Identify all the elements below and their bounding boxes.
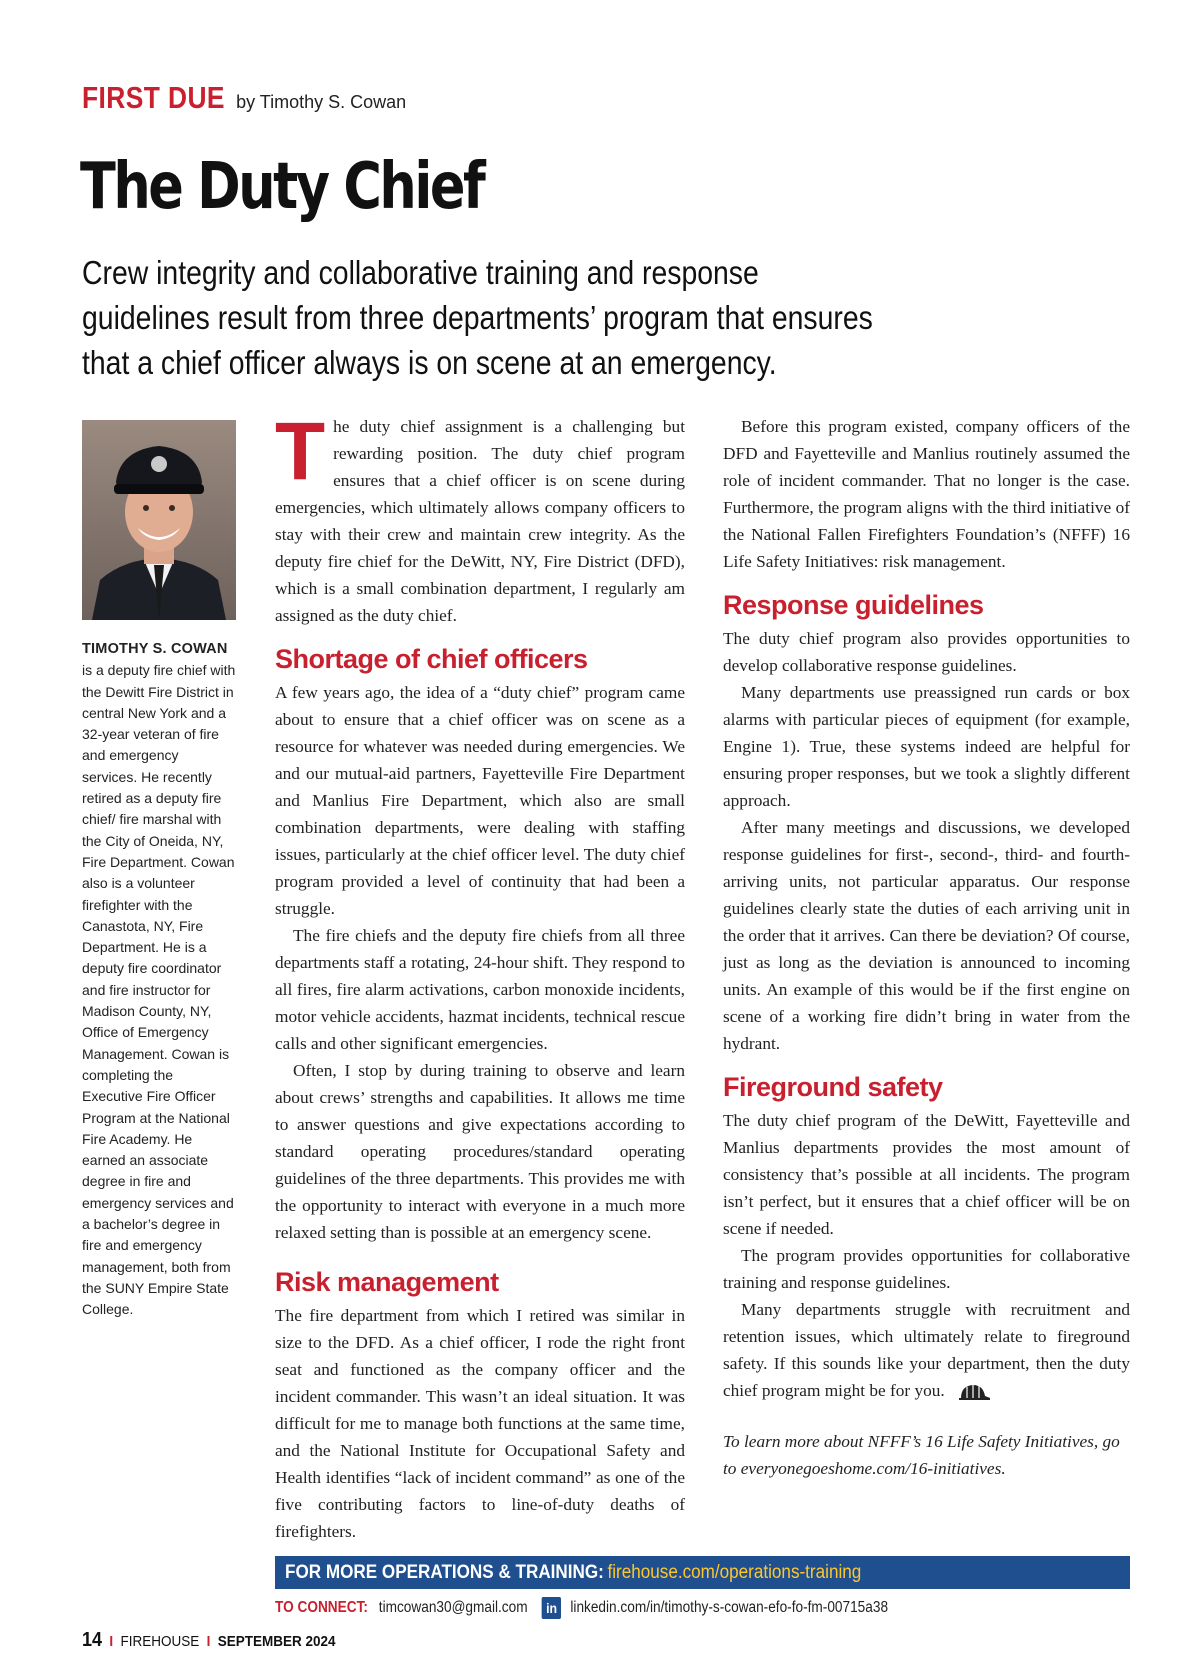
subhead-response: Response guidelines bbox=[723, 590, 984, 620]
body-paragraph: Before this program existed, company officers of the DFD and Fayetteville and Manlius routinely assumed the role of incident commander. That no longer is the case. Furthermore, the program aligns with the third initiative of the National Fallen Firefighters Foundation’s (NFFF) 16 Life Safety Initiatives: risk management. bbox=[723, 417, 1130, 571]
drop-cap: T bbox=[275, 406, 326, 497]
body-paragraph: After many meetings and discussions, we developed response guidelines for first-, second-, third- and fourth-arriving units, not particular apparatus. Our response guidelines clearly state the duties of each arriving unit in the order that it arrives. Can there be deviation? Of course, just as long as the deviation is announced to incoming units. An example of this would be if the first engine on scene of a working fire didn’t bring in water from the hydrant. bbox=[723, 818, 1130, 1053]
banner-link[interactable]: firehouse.com/operations-training bbox=[607, 1562, 862, 1583]
footer-separator: I bbox=[206, 1633, 211, 1650]
article-column-1 bbox=[275, 406, 685, 1545]
issue-date: SEPTEMBER 2024 bbox=[217, 1633, 336, 1650]
linkedin-link[interactable]: linkedin.com/in/timothy-s-cowan-efo-fo-fm-00715a38 bbox=[570, 1599, 889, 1617]
body-paragraph: A few years ago, the idea of a “duty chief” program came about to ensure that a chief officer was on scene as a resource for whatever was needed during emergencies. We and our mutual-aid partners, Fayetteville Fire Department and Manlius Fire Department, which also are small combination departments, were dealing with staffing issues, particularly at the chief officer level. The duty chief program provided a level of continuity that had been a struggle. bbox=[275, 683, 685, 918]
body-paragraph: The duty chief program also provides opportunities to develop collaborative response guidelines. bbox=[723, 629, 1130, 675]
author-bio bbox=[82, 638, 237, 1321]
article-kicker bbox=[82, 80, 406, 116]
author-email[interactable]: timcowan30@gmail.com bbox=[378, 1599, 528, 1617]
author-bio-text: is a deputy fire chief with the Dewitt Fire District in central New York and a 32-year veteran of fire and emergency services. He recently retired as a deputy fire chief/ fire marshal with the City of Oneida, NY, Fire Department. Cowan also is a volunteer firefighter with the Canastota, NY, Fire Department. He is a deputy fire coordinator and fire instructor for Madison County, NY, Office of Emergency Management. Cowan is completing the Executive Fire Officer Program at the National Fire Academy. He earned an associate degree in fire and emergency services and a bachelor’s degree in fire and emergency management, both from the SUNY Empire State College. bbox=[82, 662, 236, 1318]
subhead-fireground: Fireground safety bbox=[723, 1072, 943, 1102]
footer-separator: I bbox=[109, 1633, 114, 1650]
body-paragraph bbox=[723, 1296, 1130, 1404]
section-label: FIRST DUE bbox=[82, 80, 225, 115]
subhead-shortage: Shortage of chief officers bbox=[275, 644, 588, 674]
resource-note: To learn more about NFFF’s 16 Life Safety Initiatives, go to everyonegoeshome.com/16-initiatives. bbox=[723, 1432, 1120, 1478]
body-paragraph: The duty chief program of the DeWitt, Fayetteville and Manlius departments provides the most amount of consistency that’s possible at all incidents. The program isn’t perfect, but it ensures that a chief officer will be on scene if needed. bbox=[723, 1111, 1130, 1238]
connect-label: TO CONNECT: bbox=[275, 1599, 368, 1617]
intro-paragraph bbox=[275, 406, 685, 629]
page-footer bbox=[82, 1629, 336, 1652]
body-text: Many departments struggle with recruitment and retention issues, which ultimately relate to fireground safety. If this sounds like your department, then the duty chief program might be for you. bbox=[723, 1300, 1130, 1400]
byline: by Timothy S. Cowan bbox=[236, 92, 407, 112]
author-name: TIMOTHY S. COWAN bbox=[82, 641, 228, 657]
subhead-risk: Risk management bbox=[275, 1267, 499, 1297]
article-column-2 bbox=[723, 413, 1130, 1482]
article-deck: Crew integrity and collaborative training and response guidelines result from three departments’ program that ensures that a chief officer always is on scene at an emergency. bbox=[82, 254, 873, 381]
banner-label: FOR MORE OPERATIONS & TRAINING: bbox=[285, 1562, 604, 1583]
body-paragraph: The fire department from which I retired was similar in size to the DFD. As a chief officer, I rode the right front seat and functioned as the company officer and the incident commander. This wasn’t an ideal situation. It was difficult for me to manage both functions at the same time, and the National Institute for Occupational Safety and Health identifies “lack of incident command” as one of the five contributing factors to line-of-duty deaths of firefighters. bbox=[275, 1306, 685, 1541]
connect-line bbox=[275, 1597, 888, 1619]
intro-text: he duty chief assignment is a challenging but rewarding position. The duty chief program ensures that a chief officer is on scene during emergencies, which ultimately allows company officers to stay with their crew and maintain crew integrity. As the deputy fire chief for the DeWitt, NY, Fire District (DFD), which is a small combination department, I regularly am assigned as the duty chief. bbox=[275, 417, 685, 625]
body-paragraph: Often, I stop by during training to observe and learn about crews’ strengths and capabilities. It allows me time to answer questions and give expectations according to standard operating procedures/standard operating guidelines of the three departments. This provides me with the opportunity to interact with everyone in a much more relaxed setting than is possible at an emergency scene. bbox=[275, 1061, 685, 1242]
helmet-end-icon bbox=[957, 1382, 991, 1402]
publication-name: FIREHOUSE bbox=[120, 1633, 200, 1650]
linkedin-icon: in bbox=[542, 1597, 561, 1619]
page-number: 14 bbox=[82, 1629, 103, 1651]
body-paragraph: The fire chiefs and the deputy fire chiefs from all three departments staff a rotating, 24-hour shift. They respond to all fires, fire alarm activations, carbon monoxide incidents, motor vehicle accidents, hazmat incidents, technical rescue calls and other significant emergencies. bbox=[275, 926, 685, 1053]
article-title: The Duty Chief bbox=[80, 150, 484, 224]
more-training-banner bbox=[275, 1556, 1130, 1589]
body-paragraph: The program provides opportunities for collaborative training and response guidelines. bbox=[723, 1246, 1130, 1292]
author-photo bbox=[82, 420, 236, 620]
author-portrait-icon bbox=[82, 420, 236, 620]
body-paragraph: Many departments use preassigned run cards or box alarms with particular pieces of equipment (for example, Engine 1). True, these systems indeed are helpful for ensuring proper responses, but we took a slightly different approach. bbox=[723, 683, 1130, 810]
